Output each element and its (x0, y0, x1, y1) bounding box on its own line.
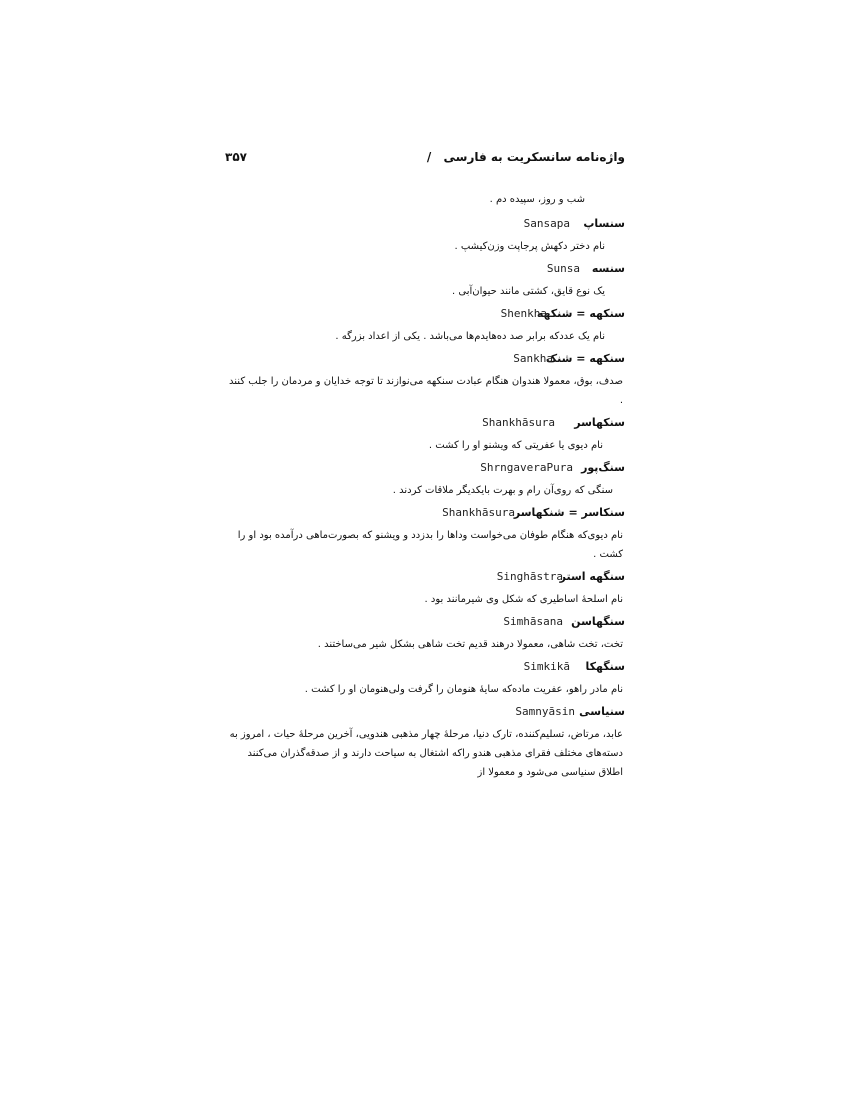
entry-headword: سنیاسی (579, 705, 625, 718)
entry-headword: سنکهاسر (574, 416, 625, 429)
entry-latin: Shenkha (500, 307, 547, 320)
entry-definition: تخت، تخت شاهی، معمولا درهند قدیم تخت شاهی بشکل شیر می‌ساختند . (317, 639, 623, 650)
entry-latin: Samnyāsin (515, 705, 575, 718)
entry-definition: نام مادر راهو، عفریت ماده‌که سایهٔ هنومان را گرفت ولی‌هنومان او را کشت . (304, 684, 623, 695)
entry-definition: نام اسلحهٔ اساطیری که شکل وی شیرمانند بود . (424, 594, 623, 605)
header-separator: / (426, 150, 432, 164)
entry-latin: Singhāstra (496, 570, 563, 583)
entry-headword: سنگ‌پور (581, 461, 625, 474)
dictionary-entry (225, 260, 625, 301)
running-header (225, 150, 625, 164)
entry-latin: Sansapa (523, 217, 570, 230)
dictionary-entry (225, 568, 625, 609)
dictionary-entries (225, 190, 625, 786)
dictionary-entry (225, 215, 625, 256)
entry-definition: یک نوع قایق، کشتی مانند حیوان‌آبی . (452, 286, 605, 297)
entry-headword: سنگهکا (585, 660, 625, 673)
dictionary-entry (225, 350, 625, 410)
dictionary-entry (225, 658, 625, 699)
dictionary-entry (225, 414, 625, 455)
entry-definition: نام دیوی یا عفریتی که ویشنو او را کشت . (428, 440, 603, 451)
dictionary-entry (225, 459, 625, 500)
entry-latin: Shankhāsura (442, 506, 515, 519)
entry-headword: سنسه (591, 262, 625, 275)
entry-latin: ShrngaveraPura (480, 461, 573, 474)
page-number: ۳۵۷ (225, 150, 247, 164)
entry-definition: صدف، بوق، معمولا هندوان هنگام عبادت سنکهه می‌نوازند تا توجه خدایان و مردمان را جلب کنند . (229, 376, 623, 406)
entry-definition: نام دختر دکهش پرجاپت وزن‌کیشپ . (454, 241, 605, 252)
header-title: واژه‌نامه سانسکریت به فارسی (443, 150, 625, 164)
entry-definition: سنگی که روی‌آن رام و بهرت بایکدیگر ملاقات کردند . (392, 485, 613, 496)
entry-latin: Sankha (513, 352, 553, 365)
entry-headword: سنکهه = شنکهه (536, 307, 625, 320)
entry-latin: Sunsa (546, 262, 580, 275)
entry-latin: Simkikā (523, 660, 570, 673)
dictionary-entry (225, 613, 625, 654)
lead-text: شب و روز، سپیده دم . (489, 194, 585, 205)
entry-definition: عابد، مرتاض، تسلیم‌کننده، تارک دنیا، مرحلهٔ چهار مذهبی هندویی، آخرین مرحلهٔ حیات ، امروز به دسته‌های مختلف فقرای مذهبی هندو راکه اشتغال به سیاحت دارند و از صدقه‌گذران می‌کنند اطلاق سنیاسی می‌شود و معمولا از (229, 729, 623, 778)
entry-latin: Simhāsana (503, 615, 563, 628)
dictionary-entry (225, 504, 625, 564)
entry-headword: سنکاسر = شنکهاسر (513, 506, 625, 519)
entry-definition: نام یک عددکه برابر صد ده‌هایدم‌ها می‌باشد . یکی از اعداد بزرگه . (335, 331, 605, 342)
entry-headword: سنکهه = شنک (545, 352, 625, 365)
entry-latin: Shankhāsura (482, 416, 555, 429)
dictionary-entry (225, 305, 625, 346)
entry-headword: سنساپ (583, 217, 625, 230)
entry-headword: سنگهه استر (559, 570, 625, 583)
dictionary-entry (225, 703, 625, 782)
entry-definition: نام دیوی‌که هنگام طوفان می‌خواست وداها را بدزدد و ویشنو که بصورت‌ماهی درآمده بود او را کشت . (237, 530, 623, 560)
entry-headword: سنگهاسن (571, 615, 625, 628)
